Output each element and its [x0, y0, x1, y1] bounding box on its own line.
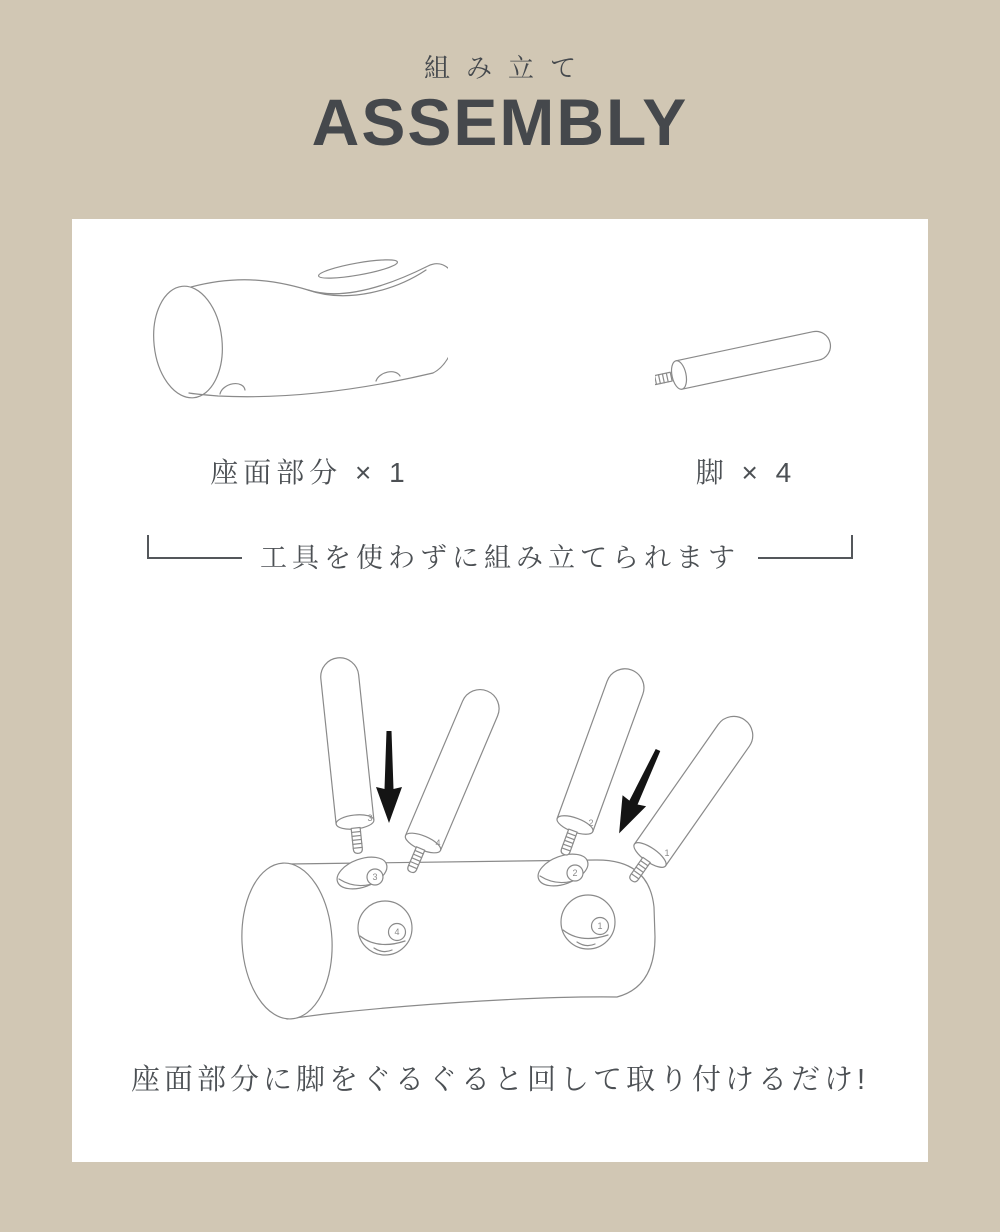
leg-number-b: 4 [435, 838, 441, 848]
page-title-japanese: 組み立て [423, 53, 592, 83]
bracket-right [758, 535, 853, 559]
leg-number-c: 2 [588, 818, 594, 828]
hole-number-3: 3 [372, 872, 378, 882]
hole-number-4: 4 [394, 927, 400, 937]
screw-hole-1 [561, 895, 615, 949]
hole-number-2: 2 [572, 868, 578, 878]
leg-illustration [655, 320, 850, 400]
hole-number-1: 1 [597, 921, 603, 931]
assembly-leg-a [319, 656, 377, 855]
no-tools-note-text: 工具を使わずに組み立てられます [260, 543, 740, 573]
seat-part-label: 座面部分 × 1 [210, 457, 410, 488]
screw-hole-4 [358, 901, 412, 955]
page-title-english: ASSEMBLY [311, 85, 689, 159]
instruction-card [72, 219, 928, 1162]
no-tools-note [72, 523, 928, 573]
down-arrow-left [376, 731, 402, 823]
assembly-caption: 座面部分に脚をぐるぐると回して取り付けるだけ! [130, 1064, 870, 1096]
leg-number-d: 1 [664, 848, 670, 858]
leg-number-a: 3 [367, 813, 373, 823]
seat-part-drawing [148, 256, 448, 401]
assembly-illustration [225, 645, 810, 1030]
seat-part-illustration [148, 250, 448, 410]
leg-drawing [655, 329, 833, 395]
assembly-leg-c [546, 663, 649, 861]
assembly-leg-b [393, 684, 505, 880]
leg-part-label: 脚 × 4 [695, 457, 797, 488]
bracket-left [147, 535, 242, 559]
